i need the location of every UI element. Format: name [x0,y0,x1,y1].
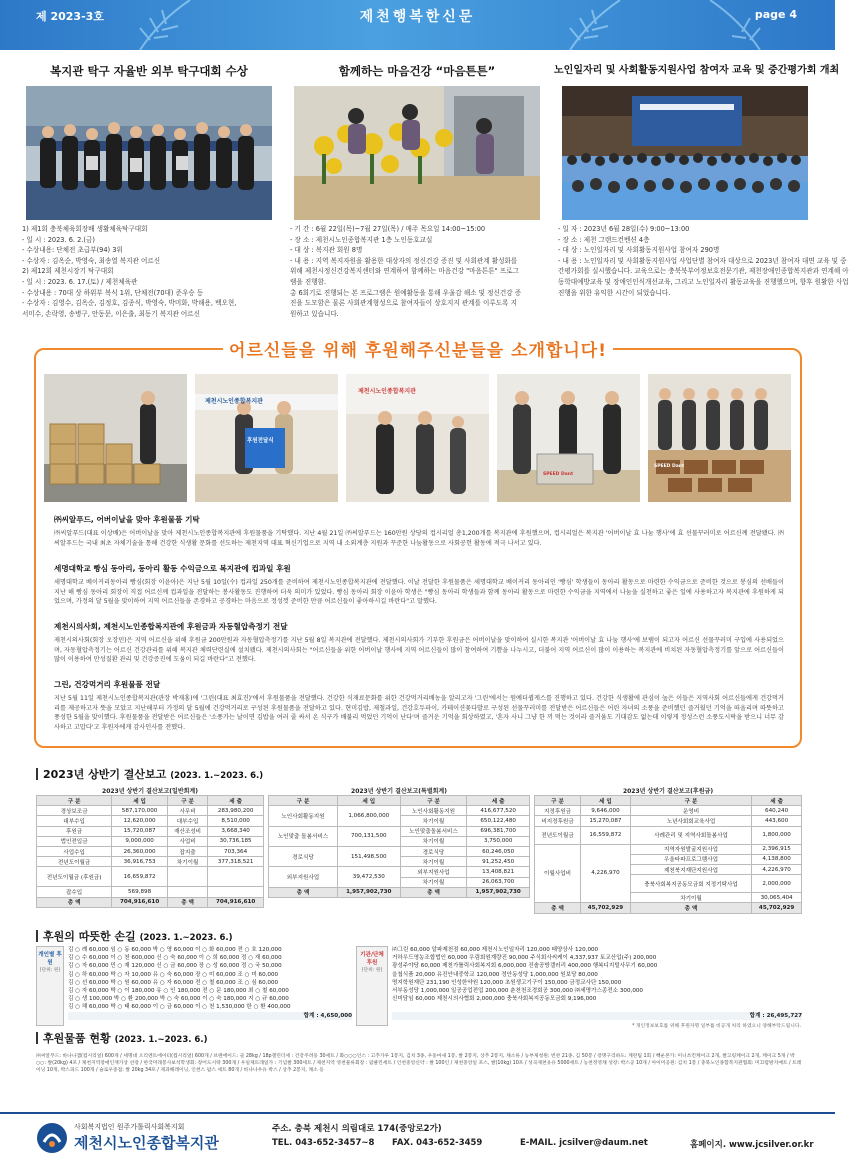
goods-heading: 후원물품 현황 (2023. 1.~2023. 6.) [36,1030,207,1046]
article-photo-mind-health [294,86,540,220]
sponsor-photo-banner [195,374,338,502]
sponsor-photo-lunchboxes [648,374,791,502]
newsletter-title: 제천행복한신문 [359,9,476,25]
table-caption: 2023년 상반기 결산보고(일반회계) [102,788,198,795]
table-caption: 2023년 상반기 결산보고(후원금) [622,788,714,795]
sponsor-photos [44,374,792,502]
sponsor-stories [54,514,784,747]
table-general: 구 분 세 입 구 분 세 출 경상보조금 587,170,000 사무비 283,980,200 대부수입 12,620,000 대부수입 8,510,000 후원금 15,720,087 재산조성비 3,668,340 법인전입금 9,000,000 사업비 30,736,185 사업수입 26,360,000 잡지출 703,364 전년도이월금 36,916,753 차기이월 377,318,521 전년도이월금 (후원금) 16,659,872 잡수입 569,898 총 액 704,916,610 총 액 704,916,610 [36,795,264,908]
story-title: 제천시의사회, 제천시노인종합복지관에 후원금과 자동혈압측정기 전달 [54,622,288,631]
sponsor-story [54,621,784,665]
sponsor-sign-text: 후원전달식 [247,438,274,444]
story-text: ㈜씨알푸드(대표 이상배)은 어버이날을 맞아 제천시노인종합복지관에 후원물품을 기탁했다. 지난 4월 21일 ㈜씨알푸드는 160만원 상당의 컵시리얼 총1,200개를 복지관에 후원했으며, 컵시리얼은 복지관 '어버이날 효 나눔 행사'에 효 선물꾸러미로 어르신께 전달됐다. ㈜씨알푸드는 국내 최초 자체기술을 통해 건강한 식생활 문화를 선도하는 제천지역 대표 혁신기업으로 지역 내 소외계층 지원과 꾸준한 나눔활동으로 사회공헌 활동에 적극 나서고 있다. [54,530,784,547]
parent-org-name: 사회복지법인 원주가톨릭사회복지회 [74,1123,185,1131]
individual-donors [36,946,352,1036]
story-title: ㈜씨알푸드, 어버이날을 맞아 후원물품 기탁 [54,515,200,524]
address: 주소. 충북 제천시 의림대로 174(중앙로2가) [272,1124,442,1134]
article-senior-jobs [554,62,849,328]
sponsor-story [54,679,784,733]
sponsor-photo-wall [346,374,489,502]
page-footer [0,1112,835,1166]
organization-donors-label: 기관/단체 후원 (단위: 원) [356,946,388,1026]
individual-donor-list: 김 ○ 례 60,000 임 ○ 동 60,000 박 ○ 영 60,000 이 ○ 화 60,000 전 ○ 호 120,000 김 ○ 수 60,000 이 ○ 천 600,000 신 ○ 숙 60,000 이 ○ 희 60,000 정 ○ 재 60,000 김 ○ 자 60,000 민 ○ 재 120,000 신 ○ 금 60,000 장 ○ 성 60,000 정 ○ 국 50,000 김 ○ 하 60,000 박 ○ 자 10,000 유 ○ 숙 60,000 장 ○ 미 60,000 조 ○ 미 60,000 김 ○ 선 60,000 박 ○ 원 60,000 유 ○ 자 60,000 전 ○ 철 60,000 조 ○ 심 60,000 김 ○ 자 60,000 박 ○ 이 180,000 유 ○ 인 180,000 전 ○ 문 180,000 최 ○ 철 60,000 김 ○ 생 100,000 박 ○ 환 200,000 박 ○ 숙 60,000 이 ○ 숙 180,000 지 ○ 규 60,000 김 ○ 해 60,000 박 ○ 태 60,000 이 ○ 금 60,000 이 ○ 천 1,530,000 한 ○ 환 400,000 합계 : 4,650,000 [68,947,352,1019]
goods-list: ㈜씨알푸드: 바나나잼(컵시리얼) 600개 / 세명대 오리엔트에이터(컵시리얼) 600개 / 브랜에이드: 골 28kg / 18p갤린더세 : 건강주려동 30세트 / 화○○○인스 : 고추가루 1봉지, 김치 3종, 우동마새 1봉, 쌀 2봉지, 상추 2봉지, 채소류 / 농부제청원: 빈찬 21종, 김 50봉 / 장명구리하도: 계란팀 1회 / 빽운본가: 미니쓰킨케이크 2개, 쌀고링케이크 2개, 케이크 5개 / 박○○: 쌀(20kg) 4포 / 제천지역장애인재가상 선장 / 한국미래봉사보석학생회: 장어도시락 300개 / 우일제트래일가 : 기념쌀 300세트 / 제천지역 영천물류회장 : 팜클린세트 / 인천중앙신약 : 쌀 100인 / 제천중앙일 포스, 쌀(10kg) 10포 / 성곡제천유유 5000세트 / 농천정영채 성장: 박스공 10개 / 아이미공원: 김치 1봉 / 충북노인종합복지관협회: 미끄럼방지매트 / 트레이닝 10개, 박스피드 100개 / 슬로우중점: 쌀 20kg 34포 / 제과해레이닝, 인천스 팜스 세트 80개 / 바나나우유 박스 / 상추 2봉지, 채소 등 [36,1054,802,1073]
fax: FAX. 043-652-3459 [392,1138,483,1148]
settlement-table-donation [534,786,802,914]
sponsor-photo-device [497,374,640,502]
story-title: 세명대학교 빵심 동아리, 동아리 활동 수익금으로 복지관에 컵과일 후원 [54,564,291,573]
settlement-table-general [36,786,264,908]
sponsor-wall-text: 제천시노인종합복지관 [358,388,416,395]
homepage-link[interactable]: 홈페이지. www.jcsilver.or.kr [690,1140,814,1150]
story-title: 그린, 건강먹거리 후원물품 전달 [54,680,161,689]
story-text: 제천시의사회(회장 오장민)은 지역 어르신을 위해 후원금 200만원과 자동혈압측정기를 지난 5월 8일 복지관에 전달했다. 제천시의사회가 기부한 후원금은 어버이날을 맞이하여 실시한 복지관 '어버이날 효 나눔 행사'에 보탬이 되고자 어르신 선물꾸러미 구입에 사용되었으며, 자동혈압측정기는 어르신 건강관리를 위해 복지관 체력단련실에 설치됐다. 제천시의사회는 "어르신들을 위한 어버이날 행사에 지역 어르신들이 많이 참여하여 기쁨을 나누시고, 더불어 지역 어르신이 많이 이용하는 복지관에 비치된 자동혈압측정기를 앞으로 어르신들이 많이 이용하여 만성질환 관리 및 건강증진에 도움이 되길 바란다"고 전했다. [54,637,784,664]
center-name: 제천시노인종합복지관 [74,1134,219,1152]
article-mind-health [286,62,548,328]
telephone: TEL. 043-652-3457~8 [272,1138,375,1148]
settlement-table-special [268,786,530,898]
sponsor-lunchbox-text: SPEED Dant [654,464,685,469]
article-body: 1) 제1회 충북체육회장배 생활체육탁구대회 - 일 시 : 2023. 6. 2.(금) - 수상내용: 단체전 초급부(94) 3위 - 수상자 : 김옥순, 박영숙, 최송열 복지관 어르신 2) 제12회 제천시장기 탁구대회 - 일 시 : 2023. 6. 17.(토) / 제천체육관 - 수상내용 : 70대 상 하위부 복식 1위, 단체전(70대) 준우승 등 - 수상자 : 김영수, 김옥순, 김정호, 김종식, 박영숙, 박미화, 박해용, 백오현, 서미수, 손락영, 송병구, 안동문, 이은출, 최동기 복지관 어르신 [22,225,237,318]
article-title: 함께하는 마음건강 “마음튼튼” [338,64,496,78]
welfare-center-logo-icon [36,1122,68,1154]
sponsor-device-text: SPEED Dant [543,472,574,477]
table-caption: 2023년 상반기 결산보고(특별회계) [351,788,447,795]
article-photo-table-tennis [26,86,272,220]
article-title: 복지관 탁구 자율반 외부 탁구대회 수상 [50,64,248,78]
table-donation: 구 분 세 입 구 분 세 출 지정후원금 9,646,000 운영비 640,240 비지정후원금 15,270,087 노년사회회교육사업 443,600 전년도이월금 16,559,872 사례관리 및 지역사회돌봄사업 1,800,000 이월사업비 4,226,970 지역자원발굴지원사업 2,396,915 우울타파프로그램사업 4,138,800 제천북지재단지원사업 4,226,970 충북사회복지공동모금회 지정기탁사업 2,000,000 차기이월 30,065,404 총 액 45,702,929 총 액 45,702,929 [534,795,802,914]
sponsor-banner-text: 제천시노인종합복지관 [205,398,263,405]
warm-hands-heading: 후원의 따뜻한 손길 (2023. 1.~2023. 6.) [36,928,233,944]
sponsor-photo-boxes [44,374,187,502]
article-body: - 기 간 : 6월 22일(목)~7월 27일(목) / 매주 목요일 14:00~15:00 - 장 소 : 제천시노인종합복지관 1층 노인동호교실 - 대 상 : 복지관 회원 8명 - 내 용 : 지역 복지자원을 활용한 대상자의 정신건강 증진 및 사회관계 활성화를 위해 제천시정신건강복지센터와 연계하여 함께하는 마음건강 "마음튼튼" 프로그 램을 진행함. 총 6회기로 진행되는 본 프로그램은 원예활동을 통해 우울감 해소 및 정신건강 증 진을 도모함은 물론 사회관계형성으로 참여자들이 상호지지 관계를 이루도록 지 원하고 있습니다. [290,225,522,318]
settlement-heading: 2023년 상반기 결산보고 (2023. 1.~2023. 6.) [36,766,263,782]
sponsor-story [54,563,784,607]
sponsor-section-title: 어르신들을 위해 후원해주신분들을 소개합니다! [223,341,613,361]
organization-donor-list: ㈜그린 60,000 알파제천점 60,000 제천시노인일자리 120,000 태양상사 120,000 거하우드영농조합법인 60,000 우림회원계량진 90,000 주식회사씨케이 4,337,937 토교산업(주) 200,000 광성주야당 60,000 제천가톨릭사회복지회 6,000,000 진솔공방갤러리 400,000 행복디지털사무기 60,000 을첩식품 20,000 유진안내중학교 120,000 정안동성당 1,000,000 원보당 80,000 명지학원재단 231,190 인성한약원 120,000 초원생고기구이 150,000 금정교사단 150,000 서부동성당 1,000,000 일공공업전업 200,000 춘천천조경회공 300,000 ㈜세명가스종전소 300,000 신미담임 60,000 제천시의사협회 2,000,000 충북사회복지공동모금회 9,196,000 합계 : 26,495,727 [392,947,802,1019]
privacy-footnote: * 개인정보보호를 위해 후원자명 일부를 비공개 처리 하였으니 양해부탁드립니다. [631,1024,801,1029]
individual-donors-label: 개인별 후원 (단위: 원) [36,946,64,1026]
sponsor-story [54,514,784,549]
page-header [0,0,835,50]
page-number: page 4 [754,8,797,21]
story-text: 지난 5월 11일 제천시노인종합복지관(관장 박재홍)에 '그린(대표 최효진)'에서 후원물품을 전달했다. 건강한 식재료문화를 위한 건강먹거리배농을 알리고자 '그린'에서는 원예더큅게스를 진행하고 있다. 건강한 식생활에 관심이 높은 이들은 지역사회 어르신들에게 건강먹거리를 제공하고자 뜻을 모았고 지난해부터 가정의 달 5월에 건강먹거리로 구성된 후원물품을 전달하고 있다. 현미김밥, 제철과일, 건강호두파이, 카테이션꽃다발로 구성된 선물꾸러미를 전달받은 어르신들은 어린 자녀의 소풍을 준비했던 즐거웠던 기억을 떠올리며 따뜻하고 풍성한 5월을 맞이했다. 후원물품을 전달받은 어르신들은 '소풍가는 날이면 김밥을 여러 줄 싸서 온 식구가 배불리 먹었던 기억이 난다'며 즐거운 기억을 회상하였고, '혼자 사니 그냥 한 끼 먹는 것이라 즐거움도 기대감도 없는데 이렇게 정성스런 소풍도시락을 받으니 너무 감사하고 고맙다'고 후원자에게 감사인사를 전했다. [54,695,784,731]
email-link[interactable]: E-MAIL. jcsilver@daum.net [520,1138,648,1148]
issue-number: 제 2023-3호 [36,10,104,23]
article-title: 노인일자리 및 사회활동지원사업 참여자 교육 및 중간평가회 개최 [554,65,840,76]
article-photo-senior-jobs [562,86,808,220]
table-special: 구 분 세 입 구 분 세 출 노인사회활동지원 1,066,800,000 노인사회활동지원 416,677,520 차기이월 650,122,480 노인맞춤 돌봄서비스 700,131,500 노인맞춤돌봄서비스 696,381,700 차기이월 3,750,000 경로식당 151,498,500 경로식당 60,246,050 차기이월 91,252,450 외부지원사업 39,472,530 외부지원사업 13,408,821 차기이월 26,063,700 총 액 1,957,902,730 총 액 1,957,902,730 [268,795,530,898]
article-table-tennis [18,62,280,328]
article-body: - 일 자 : 2023년 6월 28일(수) 9:00~13:00 - 장 소 : 제천 그랜드컨벤션 4층 - 대 상 : 노인일자리 및 사회활동지원사업 참여자 290명 - 내 용 : 노인일자리 및 사회활동지원사업 사업단별 참여자 대상으로 2023년 참여자 대면 교육 및 중 간평가회를 실시했습니다. 교육으로는 충북북부어정보호전문기관, 제천장애인종합복지관과 연계해 아 동학대예방교육 및 장애인인식개선교육, 그리고 노인일자리 활동교육을 진행했으며, 향후 원활한 사업 진행을 위한 유익한 시간이 되었습니다. [558,225,849,297]
sponsor-section [34,341,802,748]
story-text: 세명대학교 베이커리동아리 빵심(회장 이윤아)은 지난 5월 10일(수) 컵과일 250개를 준비하여 제천시노인종합복지관에 전달했다. 이날 전달한 후원물품은 세명대학교 베이커리 동아리인 '빵심' 학생들이 동아리 활동으로 마련한 수익금으로 준비한 것으로 봉심의 선배들이 지난 해 빵심 동아리 회장이 직접 어르신께 컵과일을 전달하는 봉사활동도 진행하여 더욱 의미가 있었다. 빵심 동아리 회장 이윤아 학생은 "빵심 동아리 학생들과 함께 동아리 활동으로 마련한 수익금을 지역에서 나눔을 실천하고 좋은 일에 사용하고자 복지관에 후원하게 되었으며, 가정의 달 5월을 맞이하여 지역 어르신들을 존경하고 공경하는 마음으로 정성껏 준비한 만큼 어르신들이 좋아하시길 바란다"고 말했다. [54,579,784,606]
